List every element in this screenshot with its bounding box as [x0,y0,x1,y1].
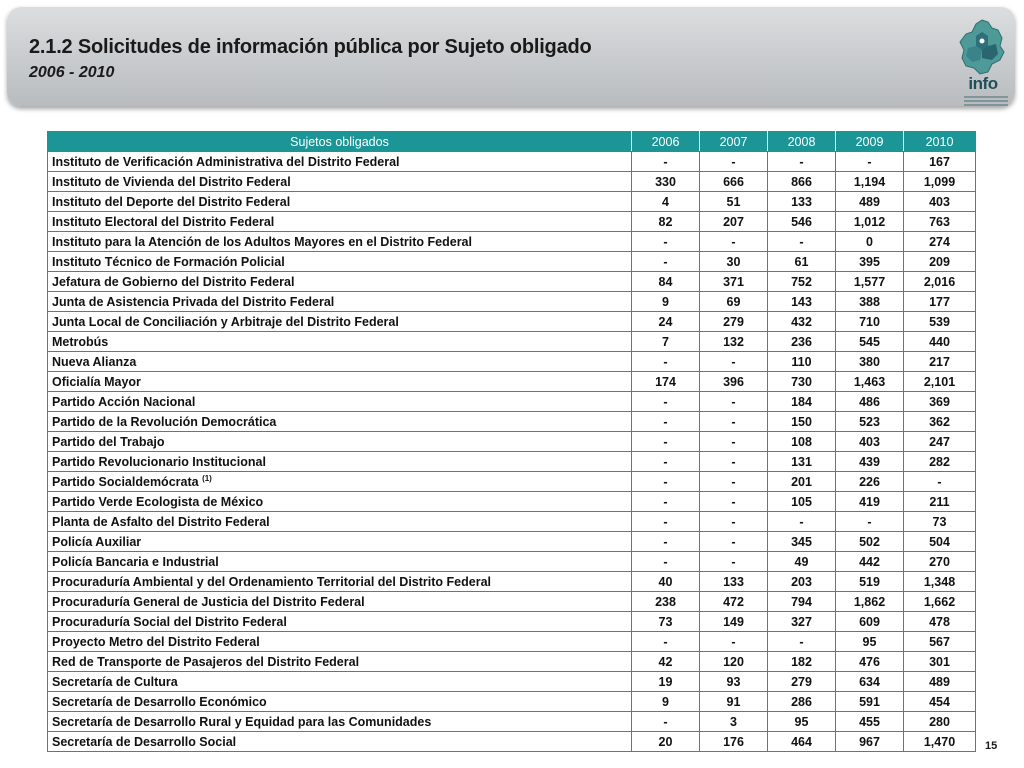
subject-name: Secretaría de Desarrollo Económico [52,694,267,709]
table-row [48,512,976,532]
subject-name-cell [48,712,632,732]
subject-name-cell [48,372,632,392]
year-value-cell: 1,012 [836,212,904,232]
year-value-cell: 403 [836,432,904,452]
subject-name-cell [48,652,632,672]
year-value-cell: 439 [836,452,904,472]
subject-name: Secretaría de Desarrollo Rural y Equidad para las Comunidades [52,714,432,729]
table-row [48,652,976,672]
year-value-cell: 442 [836,552,904,572]
table-row [48,272,976,292]
year-value-cell: 217 [904,352,976,372]
year-value-cell: 519 [836,572,904,592]
table-row [48,292,976,312]
year-value-cell: 3 [700,712,768,732]
year-value-cell: - [632,252,700,272]
year-value-cell: 763 [904,212,976,232]
requests-table [47,131,976,752]
year-value-cell: - [768,152,836,172]
subject-name: Partido del Trabajo [52,434,165,449]
year-value-cell: - [632,412,700,432]
table-row [48,432,976,452]
year-value-cell: 270 [904,552,976,572]
year-value-cell: 301 [904,652,976,672]
year-value-cell: 238 [632,592,700,612]
year-value-cell: 236 [768,332,836,352]
logo-caption-lines [964,96,1008,98]
year-value-cell: 395 [836,252,904,272]
year-value-cell: 710 [836,312,904,332]
table-row [48,552,976,572]
year-value-cell: 82 [632,212,700,232]
year-value-cell: - [700,392,768,412]
year-value-cell: 752 [768,272,836,292]
table-row [48,372,976,392]
subject-name: Instituto para la Atención de los Adultos Mayores en el Distrito Federal [52,234,472,249]
column-header-subject: Sujetos obligados [48,132,632,152]
subject-name-cell [48,312,632,332]
subject-name: Jefatura de Gobierno del Distrito Federal [52,274,295,289]
subject-name: Instituto Electoral del Distrito Federal [52,214,275,229]
year-value-cell: 132 [700,332,768,352]
year-value-cell: 403 [904,192,976,212]
table-row [48,612,976,632]
year-value-cell: 730 [768,372,836,392]
year-value-cell: 1,348 [904,572,976,592]
year-value-cell: 247 [904,432,976,452]
page-subtitle: 2006 - 2010 [29,64,115,81]
year-value-cell: - [632,512,700,532]
year-value-cell: 133 [700,572,768,592]
year-value-cell: 1,194 [836,172,904,192]
page-number: 15 [985,740,998,752]
year-value-cell: 371 [700,272,768,292]
year-value-cell: - [632,492,700,512]
year-value-cell: 9 [632,692,700,712]
column-header-year: 2010 [904,132,976,152]
subject-name-cell [48,152,632,172]
table-row [48,172,976,192]
year-value-cell: - [700,472,768,492]
year-value-cell: 794 [768,592,836,612]
year-value-cell: 30 [700,252,768,272]
year-value-cell: - [768,232,836,252]
subject-name-cell [48,632,632,652]
info-logo [952,18,1014,110]
year-value-cell: 203 [768,572,836,592]
table-row [48,732,976,752]
year-value-cell: 489 [836,192,904,212]
year-value-cell: 95 [836,632,904,652]
subject-name: Partido Verde Ecologista de México [52,494,264,509]
year-value-cell: 211 [904,492,976,512]
year-value-cell: 2,016 [904,272,976,292]
table-row [48,572,976,592]
subject-name: Proyecto Metro del Distrito Federal [52,634,260,649]
year-value-cell: 110 [768,352,836,372]
subject-name-cell [48,332,632,352]
subject-name-cell [48,492,632,512]
year-value-cell: 19 [632,672,700,692]
year-value-cell: 2,101 [904,372,976,392]
year-value-cell: - [632,712,700,732]
year-value-cell: 61 [768,252,836,272]
subject-name-cell [48,212,632,232]
subject-name: Instituto de Vivienda del Distrito Federal [52,174,291,189]
table-row [48,212,976,232]
year-value-cell: 388 [836,292,904,312]
year-value-cell: 226 [836,472,904,492]
table-row [48,152,976,172]
subject-name: Instituto Técnico de Formación Policial [52,254,285,269]
year-value-cell: - [700,412,768,432]
year-value-cell: 279 [768,672,836,692]
table-row [48,452,976,472]
year-value-cell: - [768,512,836,532]
year-value-cell: 280 [904,712,976,732]
table-row [48,312,976,332]
year-value-cell: 327 [768,612,836,632]
table-row [48,492,976,512]
subject-name-cell [48,352,632,372]
table-row [48,592,976,612]
subject-name-cell [48,292,632,312]
column-header-year: 2008 [768,132,836,152]
subject-name: Policía Auxiliar [52,534,142,549]
subject-name-cell [48,452,632,472]
subject-name-cell [48,572,632,592]
subject-name: Instituto del Deporte del Distrito Federal [52,194,291,209]
year-value-cell: 40 [632,572,700,592]
year-value-cell: - [700,552,768,572]
subject-name-cell [48,192,632,212]
year-value-cell: 274 [904,232,976,252]
subject-name-cell [48,592,632,612]
table-row [48,632,976,652]
year-value-cell: 634 [836,672,904,692]
year-value-cell: 84 [632,272,700,292]
table-row [48,392,976,412]
column-header-year: 2009 [836,132,904,152]
year-value-cell: 120 [700,652,768,672]
year-value-cell: - [700,452,768,472]
year-value-cell: 279 [700,312,768,332]
year-value-cell: 201 [768,472,836,492]
year-value-cell: - [632,152,700,172]
subject-name-cell [48,612,632,632]
year-value-cell: - [632,532,700,552]
subject-name-cell [48,252,632,272]
year-value-cell: 454 [904,692,976,712]
year-value-cell: 362 [904,412,976,432]
year-value-cell: 369 [904,392,976,412]
year-value-cell: 609 [836,612,904,632]
year-value-cell: 7 [632,332,700,352]
year-value-cell: 546 [768,212,836,232]
table-row [48,532,976,552]
year-value-cell: 1,577 [836,272,904,292]
subject-name-cell [48,512,632,532]
year-value-cell: - [836,512,904,532]
year-value-cell: 207 [700,212,768,232]
year-value-cell: 504 [904,532,976,552]
table-row [48,332,976,352]
year-value-cell: 523 [836,412,904,432]
table-row [48,692,976,712]
year-value-cell: - [904,472,976,492]
year-value-cell: 1,470 [904,732,976,752]
year-value-cell: 0 [836,232,904,252]
year-value-cell: 73 [632,612,700,632]
map-logo-icon [952,18,1014,76]
year-value-cell: 73 [904,512,976,532]
year-value-cell: 866 [768,172,836,192]
subject-name: Nueva Alianza [52,354,137,369]
table-row [48,672,976,692]
year-value-cell: 4 [632,192,700,212]
subject-name-cell [48,412,632,432]
year-value-cell: - [632,472,700,492]
subject-name: Junta de Asistencia Privada del Distrito Federal [52,294,335,309]
subject-name-cell [48,172,632,192]
year-value-cell: 167 [904,152,976,172]
year-value-cell: 95 [768,712,836,732]
table-row [48,472,976,492]
year-value-cell: 1,099 [904,172,976,192]
year-value-cell: 286 [768,692,836,712]
subject-name-cell [48,532,632,552]
year-value-cell: 184 [768,392,836,412]
year-value-cell: 131 [768,452,836,472]
year-value-cell: - [700,492,768,512]
year-value-cell: 209 [904,252,976,272]
year-value-cell: 476 [836,652,904,672]
year-value-cell: 486 [836,392,904,412]
year-value-cell: - [700,432,768,452]
year-value-cell: - [700,532,768,552]
year-value-cell: 177 [904,292,976,312]
year-value-cell: 1,862 [836,592,904,612]
year-value-cell: 345 [768,532,836,552]
year-value-cell: 51 [700,192,768,212]
year-value-cell: 149 [700,612,768,632]
year-value-cell: - [700,152,768,172]
year-value-cell: 472 [700,592,768,612]
column-header-year: 2007 [700,132,768,152]
subject-name: Partido Socialdemócrata [52,474,199,489]
page-title: 2.1.2 Solicitudes de información pública por Sujeto obligado [29,36,592,58]
subject-name-cell [48,672,632,692]
year-value-cell: 69 [700,292,768,312]
year-value-cell: 545 [836,332,904,352]
subject-name: Procuraduría Ambiental y del Ordenamiento Territorial del Distrito Federal [52,574,491,589]
table-row [48,412,976,432]
year-value-cell: - [632,392,700,412]
year-value-cell: 108 [768,432,836,452]
subject-name: Metrobús [52,334,109,349]
subject-name: Partido Acción Nacional [52,394,196,409]
subject-name: Instituto de Verificación Administrativa del Distrito Federal [52,154,400,169]
subject-name: Partido de la Revolución Democrática [52,414,277,429]
subject-name-cell [48,272,632,292]
year-value-cell: - [700,232,768,252]
year-value-cell: 478 [904,612,976,632]
year-value-cell: - [768,632,836,652]
year-value-cell: - [632,352,700,372]
year-value-cell: 666 [700,172,768,192]
year-value-cell: 282 [904,452,976,472]
year-value-cell: 174 [632,372,700,392]
subject-name-cell [48,432,632,452]
year-value-cell: - [632,452,700,472]
subject-name-cell [48,552,632,572]
subject-name: Procuraduría General de Justicia del Distrito Federal [52,594,365,609]
subject-name: Secretaría de Cultura [52,674,178,689]
year-value-cell: 143 [768,292,836,312]
year-value-cell: 182 [768,652,836,672]
year-value-cell: 20 [632,732,700,752]
footnote-marker: (1) [202,473,212,483]
year-value-cell: 49 [768,552,836,572]
year-value-cell: 967 [836,732,904,752]
year-value-cell: 502 [836,532,904,552]
subject-name: Red de Transporte de Pasajeros del Distrito Federal [52,654,360,669]
year-value-cell: 380 [836,352,904,372]
year-value-cell: 133 [768,192,836,212]
year-value-cell: - [836,152,904,172]
subject-name-cell [48,732,632,752]
year-value-cell: - [632,552,700,572]
year-value-cell: 396 [700,372,768,392]
year-value-cell: 150 [768,412,836,432]
column-header-year: 2006 [632,132,700,152]
year-value-cell: 464 [768,732,836,752]
subject-name: Partido Revolucionario Institucional [52,454,266,469]
subject-name: Policía Bancaria e Industrial [52,554,219,569]
year-value-cell: 91 [700,692,768,712]
table-row [48,252,976,272]
year-value-cell: 93 [700,672,768,692]
year-value-cell: 9 [632,292,700,312]
logo-text: info [968,74,998,93]
subject-name: Oficialía Mayor [52,374,141,389]
table-row [48,192,976,212]
subject-name-cell [48,232,632,252]
year-value-cell: 419 [836,492,904,512]
year-value-cell: - [700,632,768,652]
year-value-cell: 591 [836,692,904,712]
year-value-cell: - [700,352,768,372]
subject-name-cell [48,392,632,412]
year-value-cell: 539 [904,312,976,332]
subject-name: Planta de Asfalto del Distrito Federal [52,514,270,529]
subject-name-cell [48,692,632,712]
year-value-cell: - [632,632,700,652]
year-value-cell: 567 [904,632,976,652]
year-value-cell: 489 [904,672,976,692]
subject-name: Junta Local de Conciliación y Arbitraje del Distrito Federal [52,314,399,329]
subject-name-cell [48,472,632,492]
table-row [48,352,976,372]
table-body [48,152,976,752]
table-row [48,712,976,732]
table-row [48,232,976,252]
year-value-cell: 1,662 [904,592,976,612]
year-value-cell: - [632,232,700,252]
year-value-cell: 42 [632,652,700,672]
subject-name: Secretaría de Desarrollo Social [52,734,237,749]
year-value-cell: 330 [632,172,700,192]
table-header-row [48,132,976,152]
year-value-cell: 105 [768,492,836,512]
subject-name: Procuraduría Social del Distrito Federal [52,614,287,629]
year-value-cell: 432 [768,312,836,332]
year-value-cell: 176 [700,732,768,752]
year-value-cell: 440 [904,332,976,352]
year-value-cell: 1,463 [836,372,904,392]
header-banner [7,6,1015,106]
year-value-cell: - [700,512,768,532]
year-value-cell: 455 [836,712,904,732]
year-value-cell: - [632,432,700,452]
year-value-cell: 24 [632,312,700,332]
